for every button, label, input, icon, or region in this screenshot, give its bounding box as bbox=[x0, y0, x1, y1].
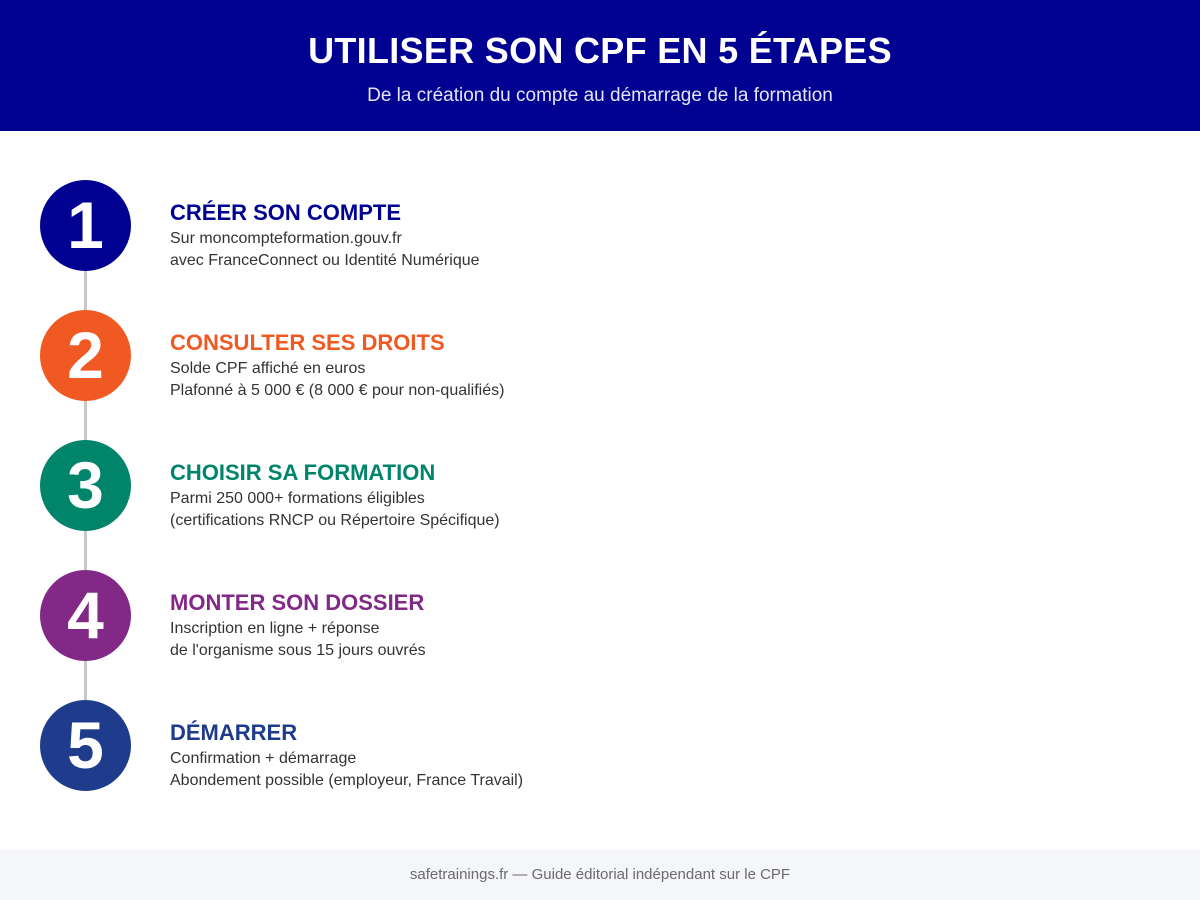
step-3 bbox=[0, 440, 1200, 532]
step-description-line-1: Parmi 250 000+ formations éligibles bbox=[170, 490, 425, 507]
step-number-badge: 2 bbox=[40, 310, 131, 401]
step-description-line-2: (certifications RNCP ou Répertoire Spécifique) bbox=[170, 512, 500, 529]
step-number-badge: 5 bbox=[40, 700, 131, 791]
step-description-line-1: Inscription en ligne + réponse bbox=[170, 620, 380, 637]
step-4 bbox=[0, 570, 1200, 662]
step-description-line-2: Plafonné à 5 000 € (8 000 € pour non-qualifiés) bbox=[170, 382, 505, 399]
step-description-line-2: Abondement possible (employeur, France Travail) bbox=[170, 772, 524, 789]
step-description-line-2: avec FranceConnect ou Identité Numérique bbox=[170, 252, 480, 269]
step-description-line-1: Confirmation + démarrage bbox=[170, 750, 357, 767]
footer-credit: safetrainings.fr — Guide éditorial indépendant sur le CPF bbox=[409, 866, 791, 883]
page-subtitle: De la création du compte au démarrage de la formation bbox=[367, 85, 833, 106]
step-title: CHOISIR SA FORMATION bbox=[170, 460, 436, 485]
step-title: CONSULTER SES DROITS bbox=[170, 330, 445, 355]
step-description-line-1: Sur moncompteformation.gouv.fr bbox=[170, 230, 402, 247]
step-5 bbox=[0, 700, 1200, 792]
step-number-badge: 1 bbox=[40, 180, 131, 271]
step-description-line-1: Solde CPF affiché en euros bbox=[170, 360, 366, 377]
step-title: MONTER SON DOSSIER bbox=[170, 590, 425, 615]
step-1 bbox=[0, 180, 1200, 272]
step-2 bbox=[0, 310, 1200, 402]
step-number-badge: 4 bbox=[40, 570, 131, 661]
header-banner bbox=[0, 0, 1200, 131]
footer bbox=[0, 850, 1200, 900]
step-title: DÉMARRER bbox=[170, 720, 298, 745]
page-title: UTILISER SON CPF EN 5 ÉTAPES bbox=[308, 30, 892, 71]
step-number-badge: 3 bbox=[40, 440, 131, 531]
step-description-line-2: de l'organisme sous 15 jours ouvrés bbox=[170, 642, 426, 659]
step-title: CRÉER SON COMPTE bbox=[170, 200, 402, 225]
